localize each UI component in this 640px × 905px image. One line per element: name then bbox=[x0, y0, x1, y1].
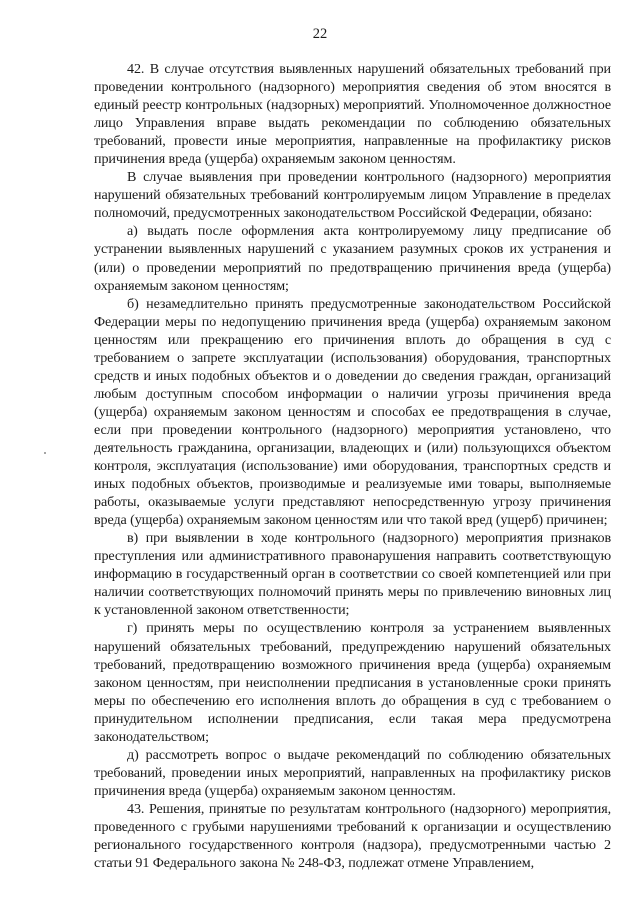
paragraph-item-g: г) принять меры по осуществлению контроля за устранением выявленных нарушений обязательных требований, предупреждению нарушений обязательных требований, предотвращению возможного причинения вреда (ущерба) охраняемым законом ценностям, при неисполнении предписания в установленные сроки принять меры по обеспечению его исполнения вплоть до обращения в суд с требованием о принудительном исполнении предписания, если такая мера предусмотрена законодательством; bbox=[94, 620, 611, 745]
scan-speck bbox=[44, 452, 46, 454]
paragraph-42: 42. В случае отсутствия выявленных нарушений обязательных требований при проведении контрольного (надзорного) мероприятия сведения об этом вносятся в единый реестр контрольных (надзорных) мероприятий. Уполномоченное должностное лицо Управления вправе выдать рекомендации по соблюдению обязательных требований, провести иные мероприятия, направленные на профилактику рисков причинения вреда (ущерба) охраняемым законом ценностям. bbox=[94, 61, 611, 168]
paragraph-item-a: а) выдать после оформления акта контролируемому лицу предписание об устранении выявленных нарушений с указанием разумных сроков их устранения и (или) о проведении мероприятий по предотвращению причинения вреда (ущерба) охраняемым законом ценностям; bbox=[94, 223, 611, 294]
paragraph-43: 43. Решения, принятые по результатам контрольного (надзорного) мероприятия, проведенного с грубыми нарушениями требований к организации и осуществлению регионального государственного контроля (надзора), предусмотренными частью 2 статьи 91 Федерального закона № 248-ФЗ, подлежат отмене Управлением, bbox=[94, 800, 611, 872]
paragraph-item-d: д) рассмотреть вопрос о выдаче рекомендаций по соблюдению обязательных требований, проведении иных мероприятий, направленных на профилактику рисков причинения вреда (ущерба) охраняемым законом ценностям. bbox=[94, 746, 611, 799]
paragraph-violations-intro: В случае выявления при проведении контрольного (надзорного) мероприятия нарушений обязательных требований контролируемым лицом Управление в пределах полномочий, предусмотренных законодательством Российской Федерации, обязано: bbox=[94, 169, 611, 222]
page-number: 22 bbox=[312, 26, 328, 42]
document-body bbox=[94, 60, 611, 872]
paragraph-item-v: в) при выявлении в ходе контрольного (надзорного) мероприятия признаков преступления или административного правонарушения направить соответствующую информацию в государственный орган в соответствии со своей компетенцией или при наличии соответствующих полномочий принять меры по привлечению виновных лиц к установленной законом ответственности; bbox=[94, 530, 611, 619]
paragraph-item-b: б) незамедлительно принять предусмотренные законодательством Российской Федерации меры по недопущению причинения вреда (ущерба) охраняемым законом ценностям или прекращению его причинения вплоть до обращения в суд с требованием о запрете эксплуатации (использования) оборудования, транспортных средств и иных подобных объектов и о доведении до сведения граждан, организаций любым доступным способом информации о наличии угрозы причинения вреда (ущерба) охраняемым законом ценностям и способах ее предотвращения в случае, если при проведении контрольного (надзорного) мероприятия установлено, что деятельность гражданина, организации, владеющих и (или) пользующихся объектом контроля, эксплуатация (использование) ими оборудования, транспортных средств и иных подобных объектов, производимые и реализуемые ими товары, выполняемые работы, оказываемые услуги представляют непосредственную угрозу причинения вреда (ущерба) охраняемым законом ценностям или что такой вред (ущерб) причинен; bbox=[94, 295, 611, 529]
